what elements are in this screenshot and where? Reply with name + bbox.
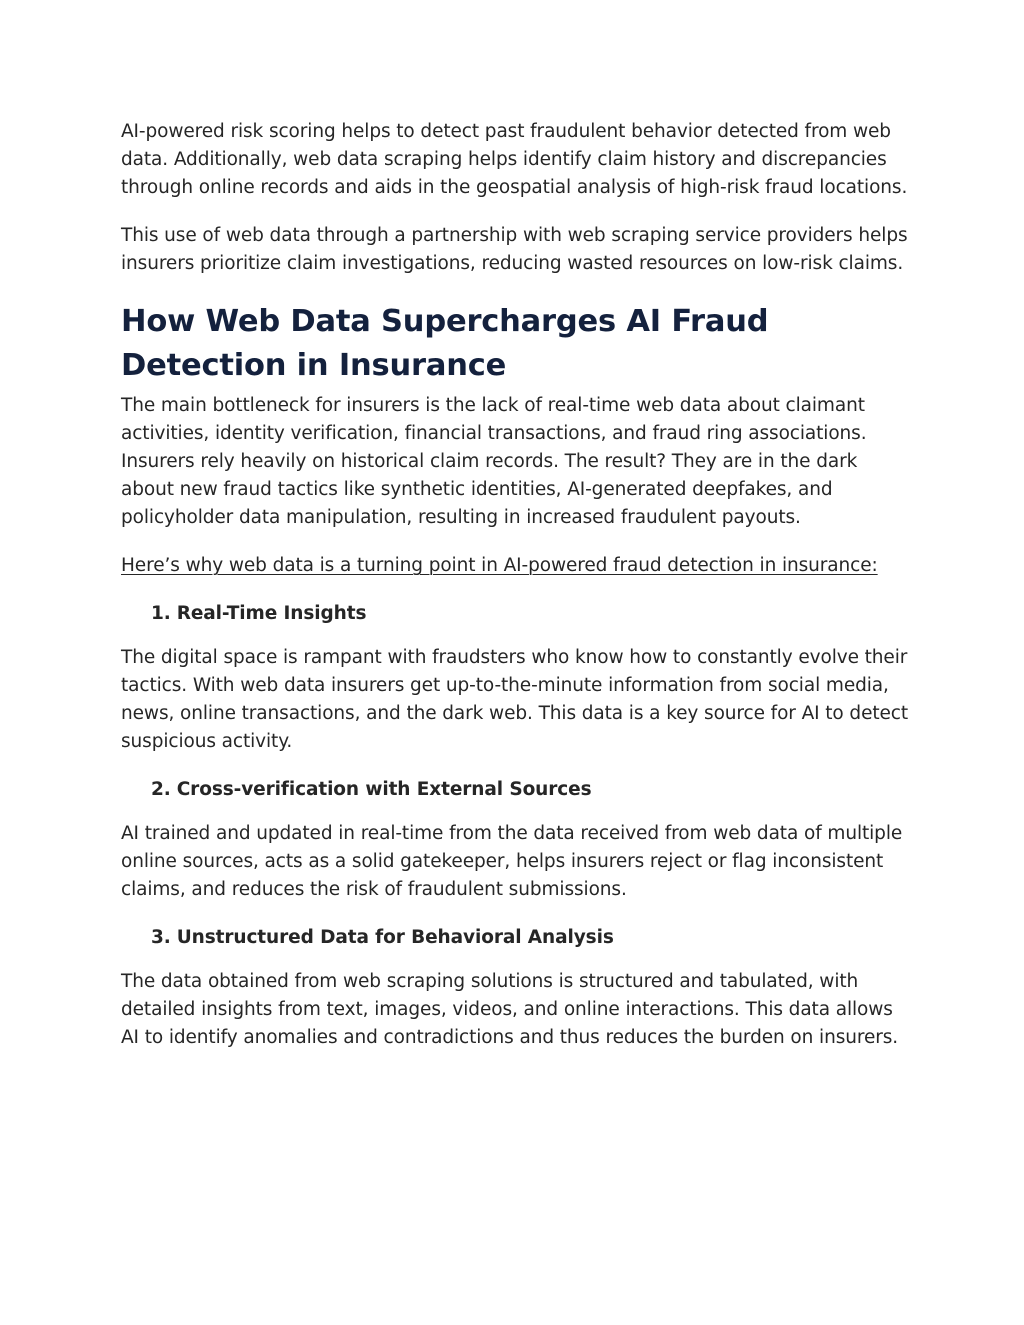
point-title: Cross-verification with External Sources — [176, 779, 592, 800]
point-heading-cross-verification — [151, 776, 911, 804]
paragraph-web-scraping-partnership: This use of web data through a partnership with web scraping service providers helps insurers prioritize claim investigations, reducing wasted resources on low-risk claims. — [121, 225, 908, 274]
section-heading: How Web Data Supercharges AI Fraud Detection in Insurance — [121, 304, 769, 383]
document-page — [121, 118, 911, 1072]
point-paragraph-cross-verification: AI trained and updated in real-time from the data received from web data of multiple online sources, acts as a solid gatekeeper, helps insurers reject or flag inconsistent claims, and reduces the risk of fraudulent submissions. — [121, 823, 903, 900]
point-paragraph-real-time-insights: The digital space is rampant with fraudsters who know how to constantly evolve their tactics. With web data insurers get up-to-the-minute information from social media, news, online transactions, and the dark web. This data is a key source for AI to detect suspicious activity. — [121, 647, 909, 752]
turning-point-link[interactable]: Here’s why web data is a turning point in AI-powered fraud detection in insurance: — [121, 555, 878, 576]
point-heading-unstructured-data — [151, 924, 911, 952]
point-heading-real-time-insights — [151, 600, 911, 628]
paragraph-risk-scoring: AI-powered risk scoring helps to detect past fraudulent behavior detected from web data. Additionally, web data scraping helps identify claim history and discrepancies through online records and aids in the geospatial analysis of high-risk fraud locations. — [121, 121, 908, 198]
point-number: 1. — [151, 603, 171, 624]
point-paragraph-unstructured-data: The data obtained from web scraping solutions is structured and tabulated, with detailed insights from text, images, videos, and online interactions. This data allows AI to identify anomalies and contradictions and thus reduces the burden on insurers. — [121, 971, 899, 1048]
point-number: 3. — [151, 927, 171, 948]
point-title: Unstructured Data for Behavioral Analysis — [176, 927, 614, 948]
point-number: 2. — [151, 779, 171, 800]
point-title: Real-Time Insights — [176, 603, 367, 624]
section-intro-paragraph: The main bottleneck for insurers is the lack of real-time web data about claimant activities, identity verification, financial transactions, and fraud ring associations. Insurers rely heavily on historical claim records. The result? They are in the dark about new fraud tactics like synthetic identities, AI-generated deepfakes, and policyholder data manipulation, resulting in increased fraudulent payouts. — [121, 395, 867, 528]
